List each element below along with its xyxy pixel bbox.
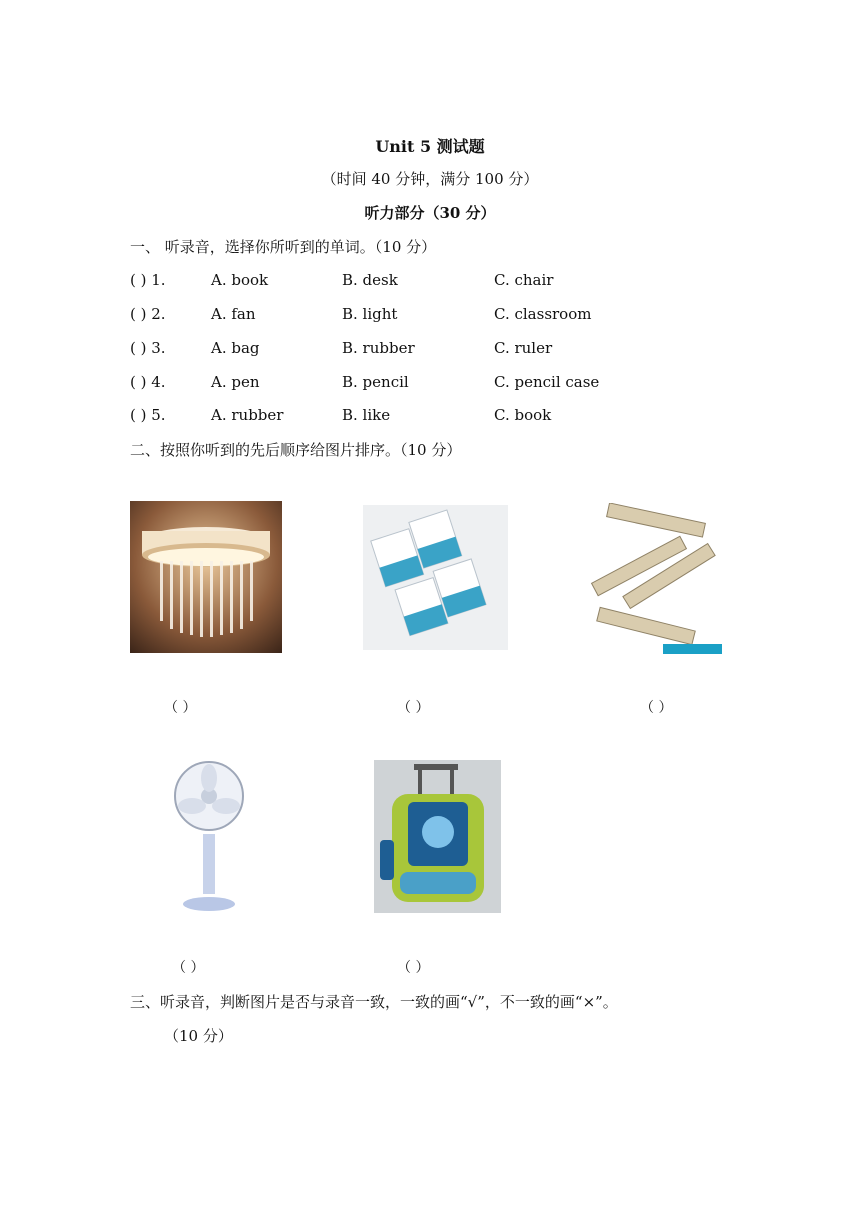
- option-b: B. like: [342, 406, 391, 424]
- option-a: A. fan: [211, 305, 256, 323]
- option-a: A. bag: [211, 339, 260, 357]
- chandelier-icon: [130, 501, 282, 653]
- answer-paren: ( ) 5.: [130, 406, 166, 424]
- school-bag-icon: [374, 760, 501, 913]
- section-title: 听力部分（30 分）: [364, 204, 496, 222]
- option-c: C. chair: [494, 271, 554, 289]
- part2-heading: 二、按照你听到的先后顺序给图片排序。（10 分）: [130, 441, 462, 459]
- option-a: A. book: [211, 271, 269, 289]
- option-c: C. book: [494, 406, 552, 424]
- option-a: A. rubber: [211, 406, 284, 424]
- option-b: B. rubber: [342, 339, 415, 357]
- order-blank[interactable]: （ ）: [397, 700, 430, 716]
- rulers-image: [579, 503, 722, 654]
- chandelier-light-image: [130, 501, 282, 653]
- answer-paren: ( ) 1.: [130, 271, 166, 289]
- order-blank[interactable]: （ ）: [640, 700, 673, 716]
- order-blank[interactable]: （ ）: [397, 960, 430, 976]
- option-c: C. ruler: [494, 339, 553, 357]
- page-title: Unit 5 测试题: [375, 137, 485, 156]
- option-b: B. light: [342, 305, 398, 323]
- option-a: A. pen: [211, 373, 260, 391]
- option-b: B. desk: [342, 271, 398, 289]
- order-blank[interactable]: （ ）: [172, 960, 205, 976]
- electric-fan-image: [170, 758, 248, 915]
- fan-icon: [170, 758, 248, 915]
- part3-heading: 三、听录音，判断图片是否与录音一致，一致的画“√”，不一致的画“×”。: [130, 993, 618, 1011]
- answer-paren: ( ) 2.: [130, 305, 166, 323]
- answer-paren: ( ) 3.: [130, 339, 166, 357]
- option-b: B. pencil: [342, 373, 409, 391]
- order-blank[interactable]: （ ）: [164, 700, 197, 716]
- rubber-erasers-image: [363, 505, 508, 650]
- part3-score: （10 分）: [164, 1027, 233, 1045]
- part1-heading: 一、 听录音，选择你所听到的单词。（10 分）: [130, 238, 437, 256]
- option-c: C. pencil case: [494, 373, 600, 391]
- time-score-note: （时间 40 分钟，满分 100 分）: [321, 170, 539, 188]
- ruler-icon: [579, 503, 722, 654]
- answer-paren: ( ) 4.: [130, 373, 166, 391]
- school-bag-image: [374, 760, 501, 913]
- eraser-icon: [363, 505, 508, 650]
- option-c: C. classroom: [494, 305, 592, 323]
